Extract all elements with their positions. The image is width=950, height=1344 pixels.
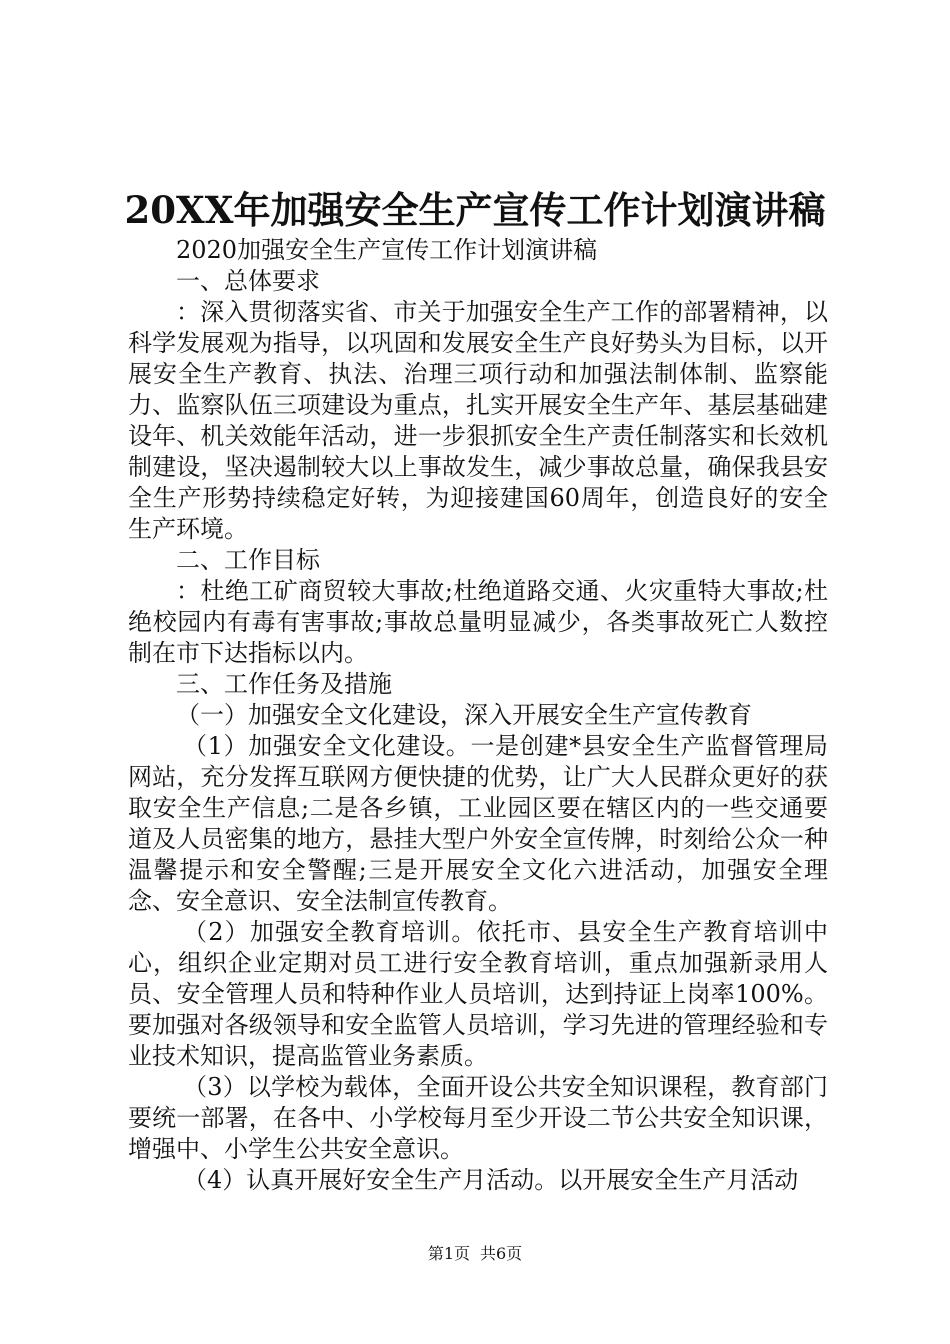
subsection-heading: （一）加强安全文化建设，深入开展安全生产宣传教育 bbox=[176, 701, 752, 729]
document-title: 20XX年加强安全生产宣传工作计划演讲稿 bbox=[124, 188, 826, 232]
document-body bbox=[128, 235, 828, 1196]
body-paragraph: （1）加强安全文化建设。一是创建*县安全生产监督管理局网站，充分发挥互联网方便快捷的优势，让广大人民群众更好的获取安全生产信息;二是各乡镇，工业园区要在辖区内的一些交通要道及人员密集的地方，悬挂大型户外安全宣传牌，时刻给公众一种温馨提示和安全警醒;三是开展安全文化六进活动，加强安全理念、安全意识、安全法制宣传教育。 bbox=[128, 732, 828, 915]
section-heading: 三、工作任务及措施 bbox=[176, 670, 392, 698]
body-paragraph: （4）认真开展好安全生产月活动。以开展安全生产月活动 bbox=[183, 1166, 799, 1194]
body-paragraph: ：杜绝工矿商贸较大事故;杜绝道路交通、火灾重特大事故;杜绝校园内有毒有害事故;事故总量明显减少，各类事故死亡人数控制在市下达指标以内。 bbox=[128, 577, 828, 667]
section-heading: 二、工作目标 bbox=[176, 546, 320, 574]
page-total: 共6页 bbox=[480, 1244, 523, 1263]
subtitle: 2020加强安全生产宣传工作计划演讲稿 bbox=[176, 236, 598, 264]
section-heading: 一、总体要求 bbox=[176, 267, 320, 295]
page-footer bbox=[0, 1243, 950, 1265]
body-paragraph: （2）加强安全教育培训。依托市、县安全生产教育培训中心，组织企业定期对员工进行安全教育培训，重点加强新录用人员、安全管理人员和特种作业人员培训，达到持证上岗率100%。要加强对各级领导和安全监管人员培训，学习先进的管理经验和专业技术知识，提高监管业务素质。 bbox=[128, 918, 828, 1070]
body-paragraph: ：深入贯彻落实省、市关于加强安全生产工作的部署精神，以科学发展观为指导，以巩固和发展安全生产良好势头为目标，以开展安全生产教育、执法、治理三项行动和加强法制体制、监察能力、监察队伍三项建设为重点，扎实开展安全生产年、基层基础建设年、机关效能年活动，进一步狠抓安全生产责任制落实和长效机制建设，坚决遏制较大以上事故发生，减少事故总量，确保我县安全生产形势持续稳定好转，为迎接建国60周年，创造良好的安全生产环境。 bbox=[128, 298, 828, 543]
page-number: 第1页 bbox=[427, 1244, 470, 1263]
body-paragraph: （3）以学校为载体，全面开设公共安全知识课程，教育部门要统一部署，在各中、小学校每月至少开设二节公共安全知识课，增强中、小学生公共安全意识。 bbox=[128, 1073, 828, 1163]
